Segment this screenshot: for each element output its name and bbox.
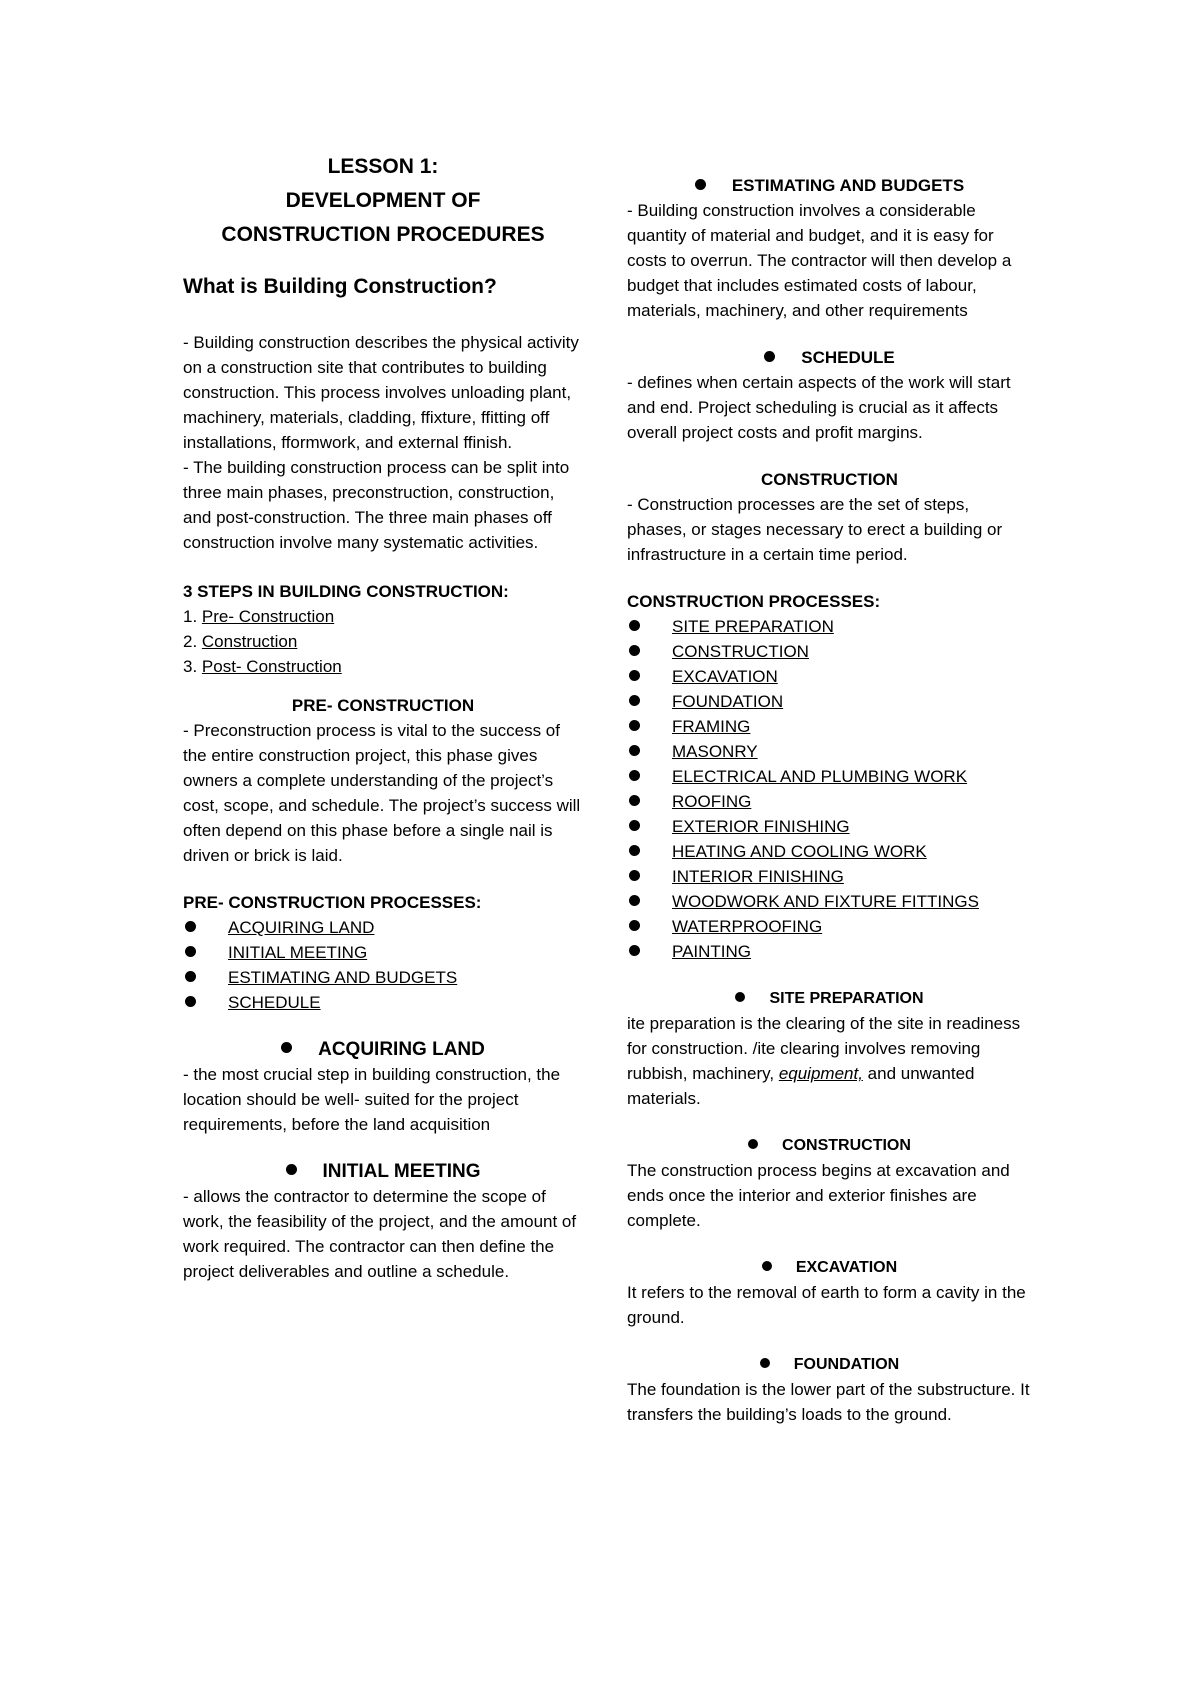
step-link[interactable]: Post- Construction xyxy=(201,657,342,676)
excavation-heading: EXCAVATION xyxy=(627,1255,1032,1280)
lesson-title-line2: CONSTRUCTION PROCEDURES xyxy=(221,223,545,246)
bullet-icon xyxy=(760,1358,770,1368)
step-item: 1. Pre- Construction xyxy=(183,607,335,626)
bullet-icon xyxy=(695,179,706,190)
bullet-icon xyxy=(629,895,640,906)
bullet-icon xyxy=(629,845,640,856)
acquiring-land-text: - the most crucial step in building construction, the location should be well- suited for the project requirements, before the land acquisition xyxy=(183,1065,561,1134)
process-link[interactable]: WATERPROOFING xyxy=(672,917,823,936)
bullet-icon xyxy=(629,945,640,956)
list-item xyxy=(183,990,583,1015)
process-link[interactable]: SITE PREPARATION xyxy=(672,617,834,636)
process-link[interactable]: CONSTRUCTION xyxy=(672,642,809,661)
initial-meeting-heading: INITIAL MEETING xyxy=(183,1159,583,1184)
process-link[interactable]: FRAMING xyxy=(672,717,751,736)
pre-processes-list xyxy=(183,915,583,1015)
step-link[interactable]: Construction xyxy=(201,632,298,651)
list-item xyxy=(627,614,1032,639)
process-link[interactable]: ROOFING xyxy=(672,792,752,811)
site-preparation-heading: SITE PREPARATION xyxy=(627,986,1032,1011)
list-item xyxy=(627,864,1032,889)
process-link[interactable]: ESTIMATING AND BUDGETS xyxy=(228,968,458,987)
list-item xyxy=(627,914,1032,939)
bullet-icon xyxy=(185,946,196,957)
list-item xyxy=(183,965,583,990)
bullet-icon xyxy=(762,1261,772,1271)
bullet-icon xyxy=(735,992,745,1002)
excavation-text: It refers to the removal of earth to form a cavity in the ground. xyxy=(627,1283,1026,1327)
estimating-text: - Building construction involves a considerable quantity of material and budget, and it is easy for costs to overrun. The contractor will then develop a budget that includes estimated costs of labour, materials, machinery, and other requirements xyxy=(627,201,1012,320)
list-item xyxy=(627,739,1032,764)
site-preparation-text: ite preparation is the clearing of the site in readiness for construction. /ite clearing involves removing rubbish, machinery, equipment, and unwanted materials. xyxy=(627,1014,1021,1108)
pre-construction-heading: PRE- CONSTRUCTION xyxy=(291,696,475,715)
bullet-icon xyxy=(185,971,196,982)
bullet-icon xyxy=(629,920,640,931)
construction-heading: CONSTRUCTION xyxy=(761,470,898,489)
what-is-heading: What is Building Construction? xyxy=(183,275,497,298)
step-item: 2. Construction xyxy=(183,632,298,651)
what-is-para-1: - Building construction describes the physical activity on a construction site that contributes to building construction. This process involves unloading plant, machinery, materials, cladding, ffixture, ffitting off installations, fformwork, and external ffinish. xyxy=(183,333,579,452)
process-link[interactable]: SCHEDULE xyxy=(228,993,321,1012)
list-item xyxy=(627,789,1032,814)
construction2-text: The construction process begins at excavation and ends once the interior and exterior finishes are complete. xyxy=(627,1161,1010,1230)
list-item xyxy=(627,714,1032,739)
bullet-icon xyxy=(629,820,640,831)
equipment-link[interactable]: equipment, xyxy=(778,1064,863,1083)
lesson-title-line1: DEVELOPMENT OF xyxy=(285,189,481,212)
process-link[interactable]: FOUNDATION xyxy=(672,692,784,711)
foundation-heading: FOUNDATION xyxy=(627,1352,1032,1377)
process-link[interactable]: ELECTRICAL AND PLUMBING WORK xyxy=(672,767,968,786)
construction-text: - Construction processes are the set of steps, phases, or stages necessary to erect a building or infrastructure in a certain time period. xyxy=(627,495,1003,564)
bullet-icon xyxy=(185,921,196,932)
process-link[interactable]: ACQUIRING LAND xyxy=(228,918,375,937)
foundation-text: The foundation is the lower part of the substructure. It transfers the building’s loads to the ground. xyxy=(627,1380,1030,1424)
bullet-icon xyxy=(629,645,640,656)
bullet-icon xyxy=(629,620,640,631)
lesson-number: LESSON 1: xyxy=(327,155,439,178)
process-link[interactable]: INITIAL MEETING xyxy=(228,943,368,962)
step-link[interactable]: Pre- Construction xyxy=(201,607,335,626)
process-link[interactable]: PAINTING xyxy=(672,942,752,961)
schedule-text: - defines when certain aspects of the work will start and end. Project scheduling is crucial as it affects overall project costs and profit margins. xyxy=(627,373,1011,442)
steps-heading: 3 STEPS IN BUILDING CONSTRUCTION: xyxy=(183,582,509,601)
process-link[interactable]: EXTERIOR FINISHING xyxy=(672,817,850,836)
bullet-icon xyxy=(629,720,640,731)
what-is-para-2: - The building construction process can be split into three main phases, preconstruction, construction, and post-construction. The three main phases off construction involve many systematic activities. xyxy=(183,458,570,552)
list-item xyxy=(627,839,1032,864)
list-item xyxy=(183,940,583,965)
construction-processes-list xyxy=(627,614,1032,964)
acquiring-land-heading: ACQUIRING LAND xyxy=(183,1037,583,1062)
process-link[interactable]: EXCAVATION xyxy=(672,667,778,686)
list-item xyxy=(627,689,1032,714)
bullet-icon xyxy=(629,695,640,706)
construction-processes-heading: CONSTRUCTION PROCESSES: xyxy=(627,592,881,611)
construction2-heading: CONSTRUCTION xyxy=(627,1133,1032,1158)
pre-construction-text: - Preconstruction process is vital to the success of the entire construction project, this phase gives owners a complete understanding of the project’s cost, scope, and schedule. The project’s success will often depend on this phase before a single nail is driven or brick is laid. xyxy=(183,721,581,865)
process-link[interactable]: HEATING AND COOLING WORK xyxy=(672,842,927,861)
bullet-icon xyxy=(629,670,640,681)
bullet-icon xyxy=(185,996,196,1007)
bullet-icon xyxy=(629,795,640,806)
schedule-heading: SCHEDULE xyxy=(627,345,1032,370)
process-link[interactable]: INTERIOR FINISHING xyxy=(672,867,844,886)
bullet-icon xyxy=(764,351,775,362)
pre-processes-heading: PRE- CONSTRUCTION PROCESSES: xyxy=(183,893,482,912)
bullet-icon xyxy=(748,1139,758,1149)
process-link[interactable]: MASONRY xyxy=(672,742,758,761)
bullet-icon xyxy=(629,870,640,881)
left-column xyxy=(183,150,583,1284)
estimating-heading: ESTIMATING AND BUDGETS xyxy=(627,173,1032,198)
initial-meeting-text: - allows the contractor to determine the scope of work, the feasibility of the project, and the amount of work required. The contractor can then define the project deliverables and outline a schedule. xyxy=(183,1187,577,1281)
steps-list xyxy=(183,604,583,679)
bullet-icon xyxy=(629,745,640,756)
list-item xyxy=(627,814,1032,839)
list-item xyxy=(627,939,1032,964)
bullet-icon xyxy=(281,1042,292,1053)
list-item xyxy=(183,915,583,940)
bullet-icon xyxy=(629,770,640,781)
bullet-icon xyxy=(286,1164,297,1175)
step-item: 3. Post- Construction xyxy=(183,657,342,676)
list-item xyxy=(627,639,1032,664)
list-item xyxy=(627,764,1032,789)
list-item xyxy=(627,664,1032,689)
process-link[interactable]: WOODWORK AND FIXTURE FITTINGS xyxy=(672,892,979,911)
right-column xyxy=(627,173,1032,1427)
list-item xyxy=(627,889,1032,914)
